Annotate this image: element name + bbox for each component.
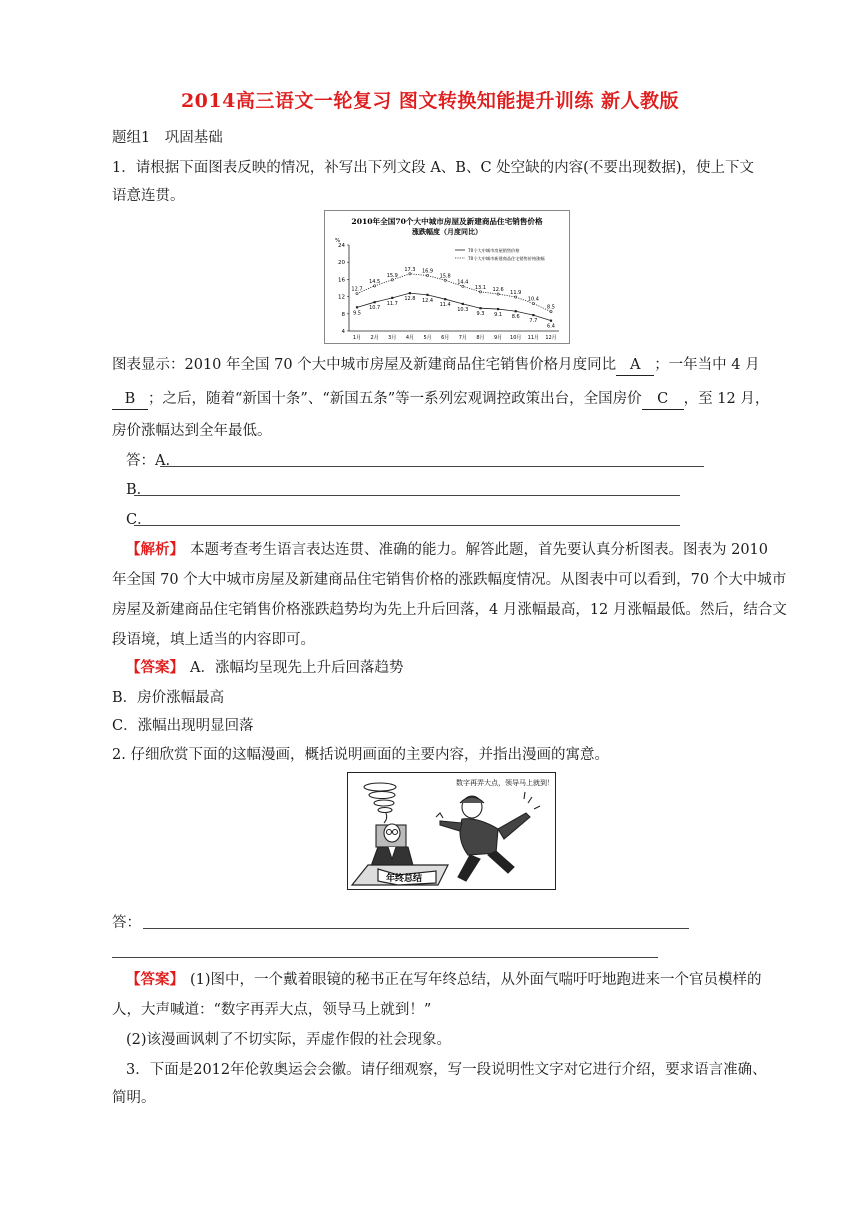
data-point <box>497 293 499 295</box>
answer-label-b: B． <box>126 482 152 498</box>
x-tick-label: 2月 <box>370 335 379 341</box>
data-point <box>391 279 393 281</box>
data-point <box>479 307 481 309</box>
secretary-figure <box>370 824 414 869</box>
data-label: 9.3 <box>476 311 485 318</box>
data-label: 12.8 <box>404 296 416 303</box>
q2-answer-line1-text <box>126 970 762 990</box>
data-label: 12.4 <box>421 297 434 304</box>
answer-line3: C．涨幅出现明显回落 <box>112 718 254 734</box>
y-tick-label: 24 <box>338 243 345 249</box>
analysis-tag: 【解析】 <box>126 541 184 558</box>
data-label: 11.9 <box>510 290 522 297</box>
chart-subtitle: 涨跌幅度（月度同比） <box>412 227 482 236</box>
answer-line1 <box>126 658 403 678</box>
analysis-line1 <box>126 540 768 560</box>
data-label: 10.4 <box>527 296 539 303</box>
cartoon-book-label: 年终总结 <box>386 874 423 884</box>
q3-prompt-line2: 简明。 <box>112 1090 156 1106</box>
data-point <box>550 320 552 322</box>
q3-prompt-line1: 3．下面是2012年伦敦奥运会会徽。请仔细观察，写一段说明性文字对它进行介绍，要求语言准确、 <box>126 1062 767 1078</box>
y-tick-label: 4 <box>341 329 345 335</box>
legend-label: 70个大中城市房屋销售价格 <box>468 247 520 253</box>
data-point <box>515 310 517 312</box>
data-label: 10.7 <box>369 305 381 312</box>
data-point <box>391 297 393 299</box>
answer-line-b[interactable] <box>134 495 680 496</box>
data-label: 11.7 <box>386 300 398 307</box>
official-figure <box>436 792 540 881</box>
legend-label: 70个大中城市新建商品住宅销售价格涨幅 <box>468 255 545 261</box>
cartoon-image <box>347 772 556 890</box>
q2-answer-text: (1)图中，一个戴着眼镜的秘书正在写年终总结，从外面气喘吁吁地跑进来一个官员模样的 <box>190 972 762 988</box>
answer-line-c[interactable] <box>134 525 680 526</box>
data-label: 11.4 <box>439 302 451 309</box>
data-label: 13.1 <box>474 284 487 291</box>
data-point <box>356 292 358 294</box>
q2-answer-line2[interactable] <box>112 957 658 958</box>
data-point <box>550 311 552 313</box>
data-point <box>479 291 481 293</box>
data-point <box>497 308 499 310</box>
answer-tag: 【答案】 <box>126 659 184 676</box>
data-point <box>374 301 376 303</box>
x-tick-label: 11月 <box>527 335 540 341</box>
data-label: 14.5 <box>369 278 381 285</box>
q2-answer-tag: 【答案】 <box>126 971 184 988</box>
data-label: 10.3 <box>457 306 469 313</box>
x-tick-label: 4月 <box>405 335 415 341</box>
data-label: 7.7 <box>529 318 538 325</box>
q1-prompt-line1: 1．请根据下面图表反映的情况，补写出下列文段 A、B、C 处空缺的内容(不要出现数据)，使上下文 <box>112 160 754 176</box>
y-tick-label: 8 <box>341 311 345 318</box>
data-label: 6.4 <box>547 323 555 330</box>
x-tick-label: 5月 <box>423 335 432 341</box>
q2-answer-label: 答： <box>112 915 141 931</box>
data-label: 15.8 <box>439 273 451 280</box>
blank-c[interactable]: C <box>642 389 684 410</box>
analysis-line3: 房屋及新建商品住宅销售价格涨跌趋势均为先上升后回落，4 月涨幅最高，12 月涨幅最低。然后，结合文 <box>112 602 787 618</box>
x-tick-label: 12月 <box>545 335 557 341</box>
data-point <box>409 292 411 294</box>
series-line <box>357 293 551 321</box>
y-tick-label: 20 <box>338 260 345 267</box>
whirlwind-icon <box>364 783 396 823</box>
data-point <box>444 279 446 281</box>
data-point <box>426 274 428 276</box>
q2-answer-line3-text: (2)该漫画讽刺了不切实际，弄虚作假的社会现象。 <box>126 1032 452 1048</box>
q1-passage-line3: 房价涨幅达到全年最低。 <box>112 423 272 439</box>
x-tick-label: 7月 <box>458 335 467 341</box>
q2-answer-line1[interactable] <box>143 928 689 929</box>
data-point <box>532 302 534 304</box>
answer-text: A．涨幅均呈现先上升后回落趋势 <box>190 660 404 676</box>
data-point <box>374 285 376 287</box>
cartoon-svg <box>348 773 555 889</box>
page-title: 2014高三语文一轮复习 图文转换知能提升训练 新人教版 <box>180 90 680 112</box>
y-tick-label: 16 <box>338 277 345 284</box>
x-tick-label: 1月 <box>352 335 362 341</box>
data-point <box>462 303 464 305</box>
q2-answer-line2-text: 人，大声喊道：“数字再弄大点，领导马上就到！” <box>112 1002 432 1018</box>
data-label: 12.6 <box>492 287 504 294</box>
answer-label-c: C． <box>126 512 152 528</box>
passage-text: ；之后，随着“新国十条”、“新国五条”等一系列宏观调控政策出台，全国房价 <box>148 391 642 407</box>
x-tick-label: 3月 <box>388 335 397 341</box>
data-label: 17.3 <box>404 266 416 273</box>
chart-marks <box>351 267 555 330</box>
data-point <box>444 298 446 300</box>
analysis-line4: 段语境，填上适当的内容即可。 <box>112 632 315 648</box>
data-point <box>462 285 464 287</box>
q2-prompt: 2. 仔细欣赏下面的这幅漫画，概括说明画面的主要内容，并指出漫画的寓意。 <box>112 747 609 763</box>
data-label: 9.5 <box>353 310 361 317</box>
data-label: 9.1 <box>494 312 503 319</box>
x-tick-label: 6月 <box>441 335 450 341</box>
data-point <box>515 296 517 298</box>
data-label: 14.4 <box>457 279 469 286</box>
q1-passage-line2 <box>112 389 769 410</box>
data-label: 8.6 <box>511 314 520 321</box>
blank-a[interactable]: A <box>616 355 654 376</box>
data-point <box>409 273 411 275</box>
answer-line2: B．房价涨幅最高 <box>112 690 225 706</box>
y-axis-label: % <box>335 238 341 244</box>
data-label: 12.7 <box>351 286 363 293</box>
x-tick-label: 10月 <box>510 335 522 341</box>
x-tick-label: 9月 <box>493 335 503 341</box>
cartoon-speech: 数字再弄大点，领导马上就到！ <box>456 779 554 787</box>
data-label: 15.9 <box>386 272 398 279</box>
data-label: 16.9 <box>421 268 434 275</box>
y-tick-label: 12 <box>338 294 345 301</box>
passage-text: ；一年当中 4 月 <box>654 357 760 373</box>
blank-b[interactable]: B <box>112 389 148 410</box>
analysis-line2: 年全国 70 个大中城市房屋及新建商品住宅销售价格的涨跌幅度情况。从图表中可以看到，70 个大中城市 <box>112 572 787 588</box>
data-point <box>356 306 358 308</box>
chart-title: 2010年全国70个大中城市房屋及新建商品住宅销售价格 <box>351 217 543 226</box>
q1-prompt-line2: 语意连贯。 <box>112 188 185 204</box>
passage-text: ，至 12 月， <box>683 391 770 407</box>
data-point <box>532 314 534 316</box>
answer-line-a[interactable] <box>160 466 704 467</box>
passage-text: 图表显示：2010 年全国 70 个大中城市房屋及新建商品住宅销售价格月度同比 <box>112 357 617 373</box>
data-label: 8.5 <box>547 304 555 311</box>
data-point <box>426 294 428 296</box>
x-tick-label: 8月 <box>476 335 485 341</box>
group-heading: 题组1 巩固基础 <box>112 130 223 146</box>
answer-label-a: 答：A. <box>126 453 171 469</box>
price-chart <box>324 210 570 344</box>
q1-passage-line1 <box>112 355 760 376</box>
chart-svg <box>325 211 569 343</box>
analysis-text: 本题考查考生语言表达连贯、准确的能力。解答此题，首先要认真分析图表。图表为 2010 <box>190 542 769 558</box>
chart-legend <box>455 247 545 262</box>
